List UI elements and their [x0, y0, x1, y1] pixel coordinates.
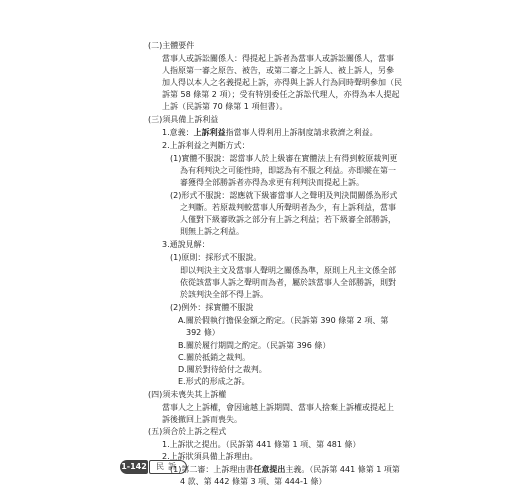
- list-item: E.形式的形成之訴。: [178, 377, 250, 386]
- paragraph-line: 當事人或訴訟關係人：得提起上訴者為當事人或訴訟關係人，當事: [162, 54, 394, 63]
- list-item: B.關於履行期間之酌定。（民訴第 396 條）: [178, 341, 331, 350]
- paragraph-line: (1)實體不服說：認當事人於上級審在實體法上有得到較原裁判更: [170, 154, 398, 163]
- emphasis-term: 任意提出: [253, 465, 286, 474]
- paragraph-line: 訴第 58 條第 2 項）；受有特別委任之訴訟代理人，亦得為本人提起: [162, 90, 400, 99]
- item-text: (1)第二審：上訴理由書: [170, 465, 254, 474]
- paragraph-line: [170, 464, 400, 475]
- list-item: C.關於抵銷之裁判。: [178, 353, 251, 362]
- list-item: 2.上訴狀須具備上訴理由。: [162, 452, 258, 461]
- page-number: 1-142: [120, 460, 148, 474]
- heading-subject-requirement: (二)主體要件: [148, 41, 195, 50]
- paragraph-line: 於該判決全部不得上訴。: [180, 290, 268, 299]
- paragraph-line: 人指原第一審之原告、被告，或第二審之上訴人、被上訴人，另參: [162, 66, 394, 75]
- paragraph-line: 即以判決主文及當事人聲明之關係為準，原則上凡主文係全部: [180, 266, 396, 275]
- item-heading: 3.通說見解：: [162, 240, 210, 249]
- paragraph-line: (2)形式不服說：認應就下級審當事人之聲明及判決間關係為形式: [170, 191, 398, 200]
- book-title-tab: 民訴: [149, 460, 187, 474]
- paragraph-line: (1)原則：採形式不服說。: [170, 253, 262, 262]
- list-item: A.關於假執行擔保金額之酌定。（民訴第 390 條第 2 項、第: [178, 316, 389, 325]
- paragraph-line: 依從該當事人訴之聲明而為者，屬於該當事人全部勝訴，則對: [180, 278, 396, 287]
- heading-appeal-form: (五)須合於上訴之程式: [148, 427, 227, 436]
- emphasis-term: 上訴利益: [193, 128, 226, 137]
- paragraph-line: 人僅對下級審敗訴之部分有上訴之利益；若下級審全部勝訴，: [180, 215, 396, 224]
- paragraph-line: 訴後撤回上訴而喪失。: [162, 415, 242, 424]
- item-text: 指當事人得利用上訴制度請求救濟之利益。: [225, 128, 378, 137]
- paragraph-line: 當事人之上訴權，會因逾越上訴期間、當事人捨棄上訴權或提起上: [162, 403, 394, 412]
- paragraph-line: 4 款、第 442 條第 3 項、第 444-1 條）: [180, 477, 327, 486]
- item-label: 1.意義：: [162, 128, 194, 137]
- list-item: D.關於對待給付之裁判。: [178, 365, 267, 374]
- list-item: 392 條）: [186, 328, 220, 337]
- item-text: 主義。（民訴第 441 條第 1 項第: [285, 465, 400, 474]
- paragraph-line: 則無上訴之利益。: [180, 227, 244, 236]
- heading-not-lost-right: (四)須未喪失其上訴權: [148, 390, 227, 399]
- list-item: 1.上訴狀之提出。（民訴第 441 條第 1 項、第 481 條）: [162, 440, 361, 449]
- paragraph-line: (2)例外：採實體不服說: [170, 303, 254, 312]
- paragraph-line: 上訴（民訴第 70 條第 1 項但書）。: [162, 102, 288, 111]
- paragraph-line: 為有利判決之可能性時，即認為有不服之利益。亦即縱在第一: [180, 166, 396, 175]
- paragraph-line: 加人得以本人之名義提起上訴，亦得與上訴人行為同時聲明參加（民: [162, 78, 402, 87]
- item-heading: 2.上訴利益之判斷方式：: [162, 141, 250, 150]
- heading-appeal-interest: (三)須具備上訴利益: [148, 115, 219, 124]
- paragraph-line: 審獲得全部勝訴者亦得為求更有利判決而提起上訴。: [180, 178, 364, 187]
- paragraph-line: [162, 127, 378, 138]
- paragraph-line: 之判斷。若原裁判較當事人所聲明者為少，有上訴利益，當事: [180, 203, 396, 212]
